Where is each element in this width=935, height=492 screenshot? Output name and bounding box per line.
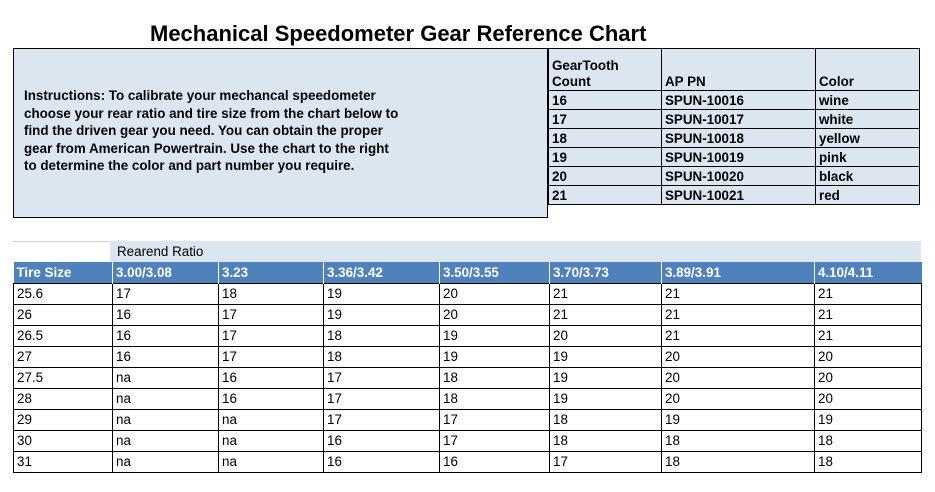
tire-size-cell: 30 xyxy=(14,431,113,452)
gear-value-cell: na xyxy=(219,431,324,452)
gear-value-cell: 18 xyxy=(662,452,815,473)
gear-table-row xyxy=(549,167,920,186)
gear-value-cell: 19 xyxy=(324,305,440,326)
ratio-table-header-row xyxy=(14,262,922,284)
table-row xyxy=(14,452,922,473)
gear-value-cell: 16 xyxy=(324,452,440,473)
gear-tooth-count-cell: 19 xyxy=(549,148,662,167)
rearend-ratio-group-label: Rearend Ratio xyxy=(110,241,921,262)
gear-tooth-count-cell: 18 xyxy=(549,129,662,148)
gear-value-cell: 17 xyxy=(324,410,440,431)
gear-value-cell: 18 xyxy=(815,452,922,473)
gear-value-cell: 19 xyxy=(440,347,550,368)
gear-tooth-count-cell: 16 xyxy=(549,91,662,110)
page-title: Mechanical Speedometer Gear Reference Chart xyxy=(150,21,647,46)
gear-table-row xyxy=(549,91,920,110)
gear-value-cell: 16 xyxy=(440,452,550,473)
gear-value-cell: 17 xyxy=(219,326,324,347)
tire-size-cell: 27.5 xyxy=(14,368,113,389)
gear-value-cell: 20 xyxy=(662,347,815,368)
ratio-table xyxy=(13,262,922,473)
gear-header-tooth-count: GearTooth Count xyxy=(549,49,662,91)
ratio-column-header: 3.89/3.91 xyxy=(662,262,815,284)
ratio-column-header: 3.00/3.08 xyxy=(113,262,219,284)
gear-part-number-cell: SPUN-10021 xyxy=(662,186,816,205)
gear-value-cell: 16 xyxy=(324,431,440,452)
gear-table-row xyxy=(549,148,920,167)
gear-value-cell: 20 xyxy=(662,389,815,410)
gear-value-cell: 17 xyxy=(440,431,550,452)
gear-part-number-cell: SPUN-10018 xyxy=(662,129,816,148)
gear-value-cell: 19 xyxy=(662,410,815,431)
table-row xyxy=(14,284,922,305)
gear-value-cell: 16 xyxy=(113,305,219,326)
instructions-panel xyxy=(13,48,548,218)
instructions-text xyxy=(24,87,544,175)
tire-size-cell: 27 xyxy=(14,347,113,368)
gear-value-cell: 21 xyxy=(662,326,815,347)
gear-value-cell: 18 xyxy=(440,389,550,410)
gear-value-cell: 17 xyxy=(219,347,324,368)
gear-value-cell: 20 xyxy=(440,305,550,326)
gear-value-cell: 19 xyxy=(440,326,550,347)
gear-value-cell: 21 xyxy=(815,326,922,347)
gear-part-number-cell: SPUN-10017 xyxy=(662,110,816,129)
gear-value-cell: 17 xyxy=(324,368,440,389)
table-row xyxy=(14,326,922,347)
gear-value-cell: 21 xyxy=(815,284,922,305)
gear-value-cell: na xyxy=(113,431,219,452)
gear-value-cell: 16 xyxy=(113,326,219,347)
instructions-line: find the driven gear you need. You can obtain the proper xyxy=(24,123,383,138)
ratio-column-header: 3.70/3.73 xyxy=(550,262,662,284)
gear-value-cell: 18 xyxy=(815,431,922,452)
gear-value-cell: 16 xyxy=(113,347,219,368)
gear-value-cell: 21 xyxy=(550,305,662,326)
table-row xyxy=(14,368,922,389)
tire-size-cell: 31 xyxy=(14,452,113,473)
gear-value-cell: 20 xyxy=(550,326,662,347)
gear-value-cell: 19 xyxy=(324,284,440,305)
gear-value-cell: 18 xyxy=(324,326,440,347)
gear-value-cell: 21 xyxy=(815,305,922,326)
gear-value-cell: 20 xyxy=(815,368,922,389)
ratio-column-header: 3.23 xyxy=(219,262,324,284)
gear-value-cell: 17 xyxy=(113,284,219,305)
table-row xyxy=(14,410,922,431)
tire-size-cell: 29 xyxy=(14,410,113,431)
gear-color-cell: pink xyxy=(816,148,920,167)
gear-color-cell: white xyxy=(816,110,920,129)
gear-value-cell: 19 xyxy=(815,410,922,431)
tire-size-cell: 28 xyxy=(14,389,113,410)
gear-value-cell: 18 xyxy=(662,431,815,452)
gear-value-cell: 18 xyxy=(440,368,550,389)
gear-table-row xyxy=(549,186,920,205)
gear-value-cell: 17 xyxy=(440,410,550,431)
gear-value-cell: 21 xyxy=(662,305,815,326)
gear-value-cell: 20 xyxy=(815,347,922,368)
gear-value-cell: 16 xyxy=(219,389,324,410)
gear-table-header-row xyxy=(549,49,920,91)
gear-table-row xyxy=(549,110,920,129)
gear-value-cell: 21 xyxy=(662,284,815,305)
gear-value-cell: 18 xyxy=(550,431,662,452)
gear-value-cell: 17 xyxy=(550,452,662,473)
gear-color-cell: red xyxy=(816,186,920,205)
table-row xyxy=(14,431,922,452)
gear-value-cell: 19 xyxy=(550,389,662,410)
gear-value-cell: na xyxy=(113,410,219,431)
gear-header-part-number: AP PN xyxy=(662,49,816,91)
gear-table-row xyxy=(549,129,920,148)
instructions-line: to determine the color and part number you require. xyxy=(24,158,355,173)
gear-tooth-count-cell: 20 xyxy=(549,167,662,186)
ratio-column-header: 3.36/3.42 xyxy=(324,262,440,284)
gear-value-cell: 20 xyxy=(815,389,922,410)
instructions-line: gear from American Powertrain. Use the chart to the right xyxy=(24,140,389,156)
gear-value-cell: na xyxy=(113,368,219,389)
table-row xyxy=(14,389,922,410)
tire-size-header: Tire Size xyxy=(14,262,113,284)
ratio-column-header: 3.50/3.55 xyxy=(440,262,550,284)
gear-part-number-cell: SPUN-10019 xyxy=(662,148,816,167)
gear-value-cell: na xyxy=(219,410,324,431)
tire-size-cell: 26.5 xyxy=(14,326,113,347)
gear-value-cell: 19 xyxy=(550,368,662,389)
gear-value-cell: 20 xyxy=(440,284,550,305)
gear-color-cell: yellow xyxy=(816,129,920,148)
gear-value-cell: na xyxy=(113,389,219,410)
gear-color-cell: wine xyxy=(816,91,920,110)
gear-reference-table xyxy=(548,48,920,205)
gear-value-cell: 18 xyxy=(324,347,440,368)
gear-value-cell: 17 xyxy=(324,389,440,410)
gear-value-cell: 18 xyxy=(219,284,324,305)
gear-tooth-count-cell: 21 xyxy=(549,186,662,205)
gear-value-cell: na xyxy=(113,452,219,473)
instructions-line: choose your rear ratio and tire size from the chart below to xyxy=(24,105,399,121)
gear-value-cell: 21 xyxy=(550,284,662,305)
ratio-table-body xyxy=(14,284,922,473)
table-row xyxy=(14,305,922,326)
gear-table-body xyxy=(549,91,920,205)
gear-tooth-count-cell: 17 xyxy=(549,110,662,129)
gear-value-cell: 19 xyxy=(550,347,662,368)
gear-value-cell: 16 xyxy=(219,368,324,389)
tire-size-cell: 25.6 xyxy=(14,284,113,305)
gear-part-number-cell: SPUN-10016 xyxy=(662,91,816,110)
ratio-column-header: 4.10/4.11 xyxy=(815,262,922,284)
tire-size-cell: 26 xyxy=(14,305,113,326)
gear-header-color: Color xyxy=(816,49,920,91)
gear-part-number-cell: SPUN-10020 xyxy=(662,167,816,186)
gear-value-cell: na xyxy=(219,452,324,473)
gear-value-cell: 20 xyxy=(662,368,815,389)
gear-value-cell: 18 xyxy=(550,410,662,431)
gear-value-cell: 17 xyxy=(219,305,324,326)
gear-color-cell: black xyxy=(816,167,920,186)
instructions-line: Instructions: To calibrate your mechancal speedometer xyxy=(24,88,376,103)
table-row xyxy=(14,347,922,368)
